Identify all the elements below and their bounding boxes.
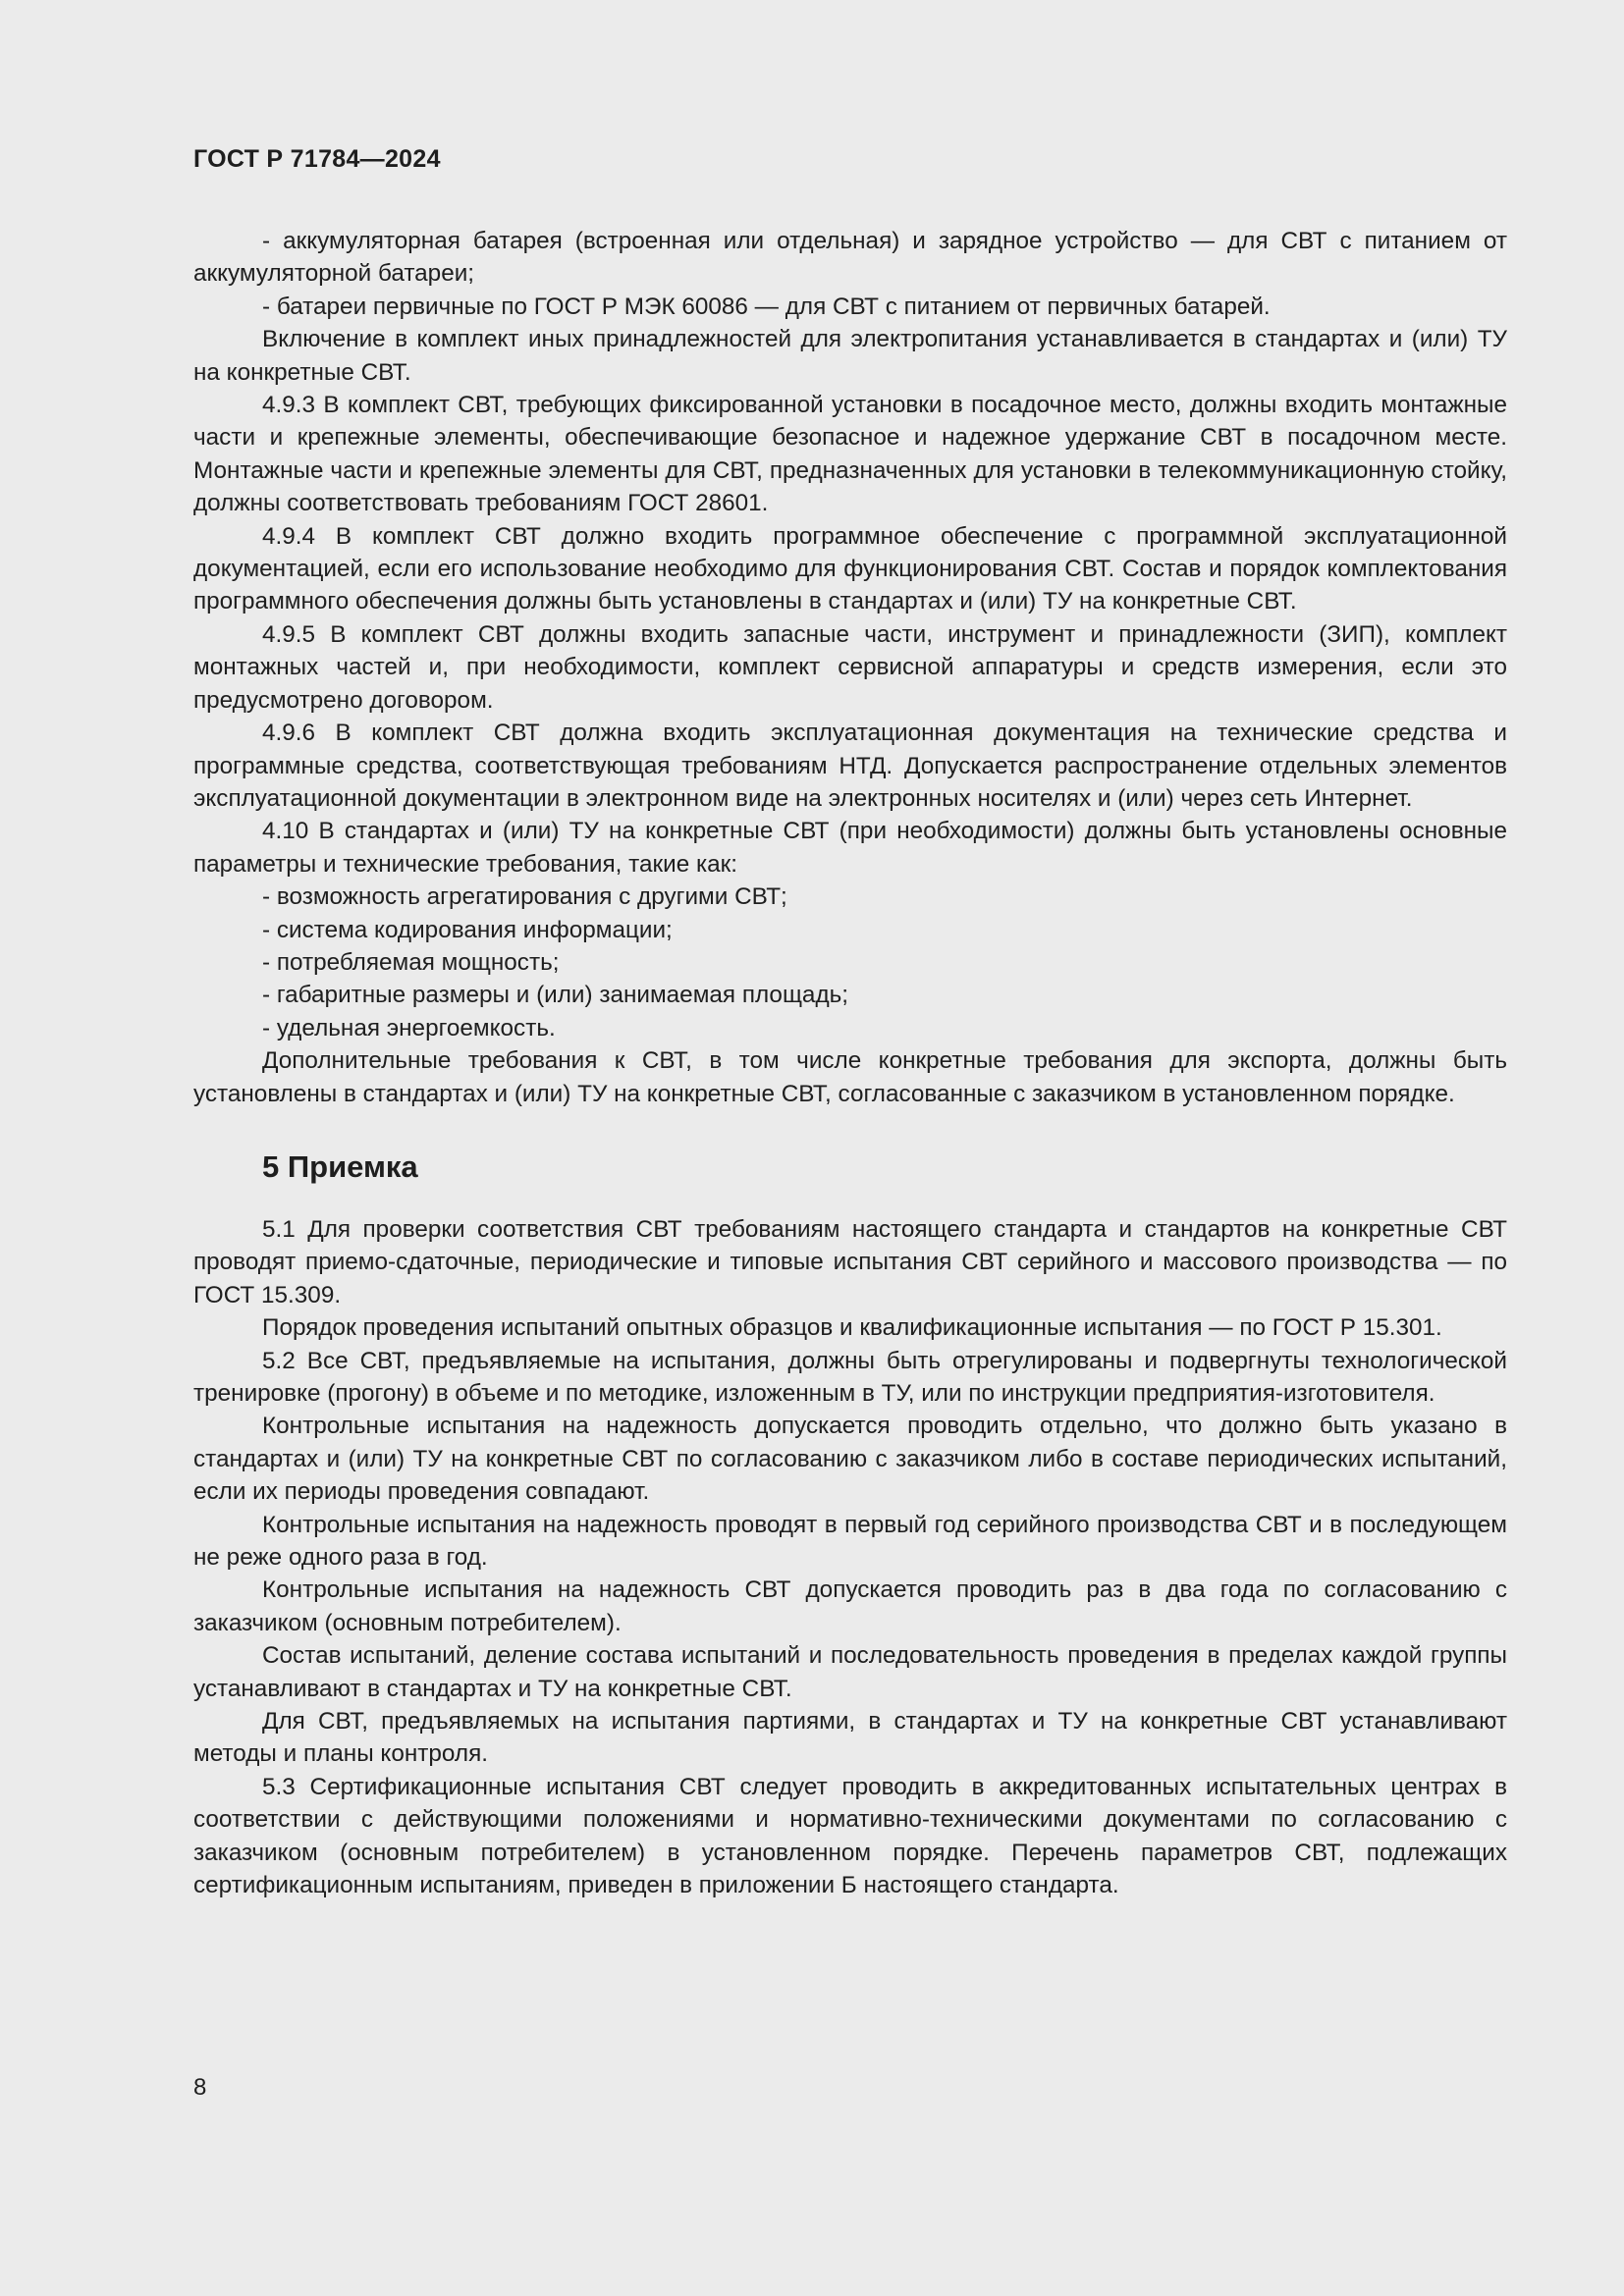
paragraph: 4.10 В стандартах и (или) ТУ на конкретные СВТ (при необходимости) должны быть установлены основные параметры и технические требования, такие как: [193, 818, 1507, 878]
paragraph: 5.1 Для проверки соответствия СВТ требованиям настоящего стандарта и стандартов на конкретные СВТ проводят приемо-сдаточные, периодические и типовые испытания СВТ серийного и массового производства — по ГОСТ 15.309. [193, 1215, 1507, 1308]
paragraph: Для СВТ, предъявляемых на испытания партиями, в стандартах и ТУ на конкретные СВТ устанавливают методы и планы контроля. [193, 1708, 1507, 1768]
paragraph: 4.9.3 В комплект СВТ, требующих фиксированной установки в посадочное место, должны входить монтажные части и крепежные элементы, обеспечивающие безопасное и надежное удержание СВТ в посадочном месте. Монтажные части и крепежные элементы для СВТ, предназначенных для установки в телекоммуникационную стойку, должны соответствовать требованиям ГОСТ 28601. [193, 392, 1507, 517]
paragraph: Порядок проведения испытаний опытных образцов и квалификационные испытания — по ГОСТ Р 15.301. [262, 1314, 1442, 1342]
list-item: - габаритные размеры и (или) занимаемая площадь; [262, 982, 849, 1009]
paragraph: Включение в комплект иных принадлежностей для электропитания устанавливается в стандартах и (или) ТУ на конкретные СВТ. [193, 326, 1507, 386]
document-header: ГОСТ Р 71784—2024 [193, 145, 441, 173]
section-heading: 5 Приемка [262, 1148, 418, 1184]
page-number: 8 [193, 2074, 207, 2101]
list-item: - потребляемая мощность; [262, 948, 560, 976]
list-item: - возможность агрегатирования с другими СВТ; [262, 883, 787, 911]
paragraph: Дополнительные требования к СВТ, в том числе конкретные требования для экспорта, должны быть установлены в стандартах и (или) ТУ на конкретные СВТ, согласованные с заказчиком в установленном порядке. [193, 1047, 1507, 1107]
list-item: - удельная энергоемкость. [262, 1014, 556, 1041]
paragraph: 4.9.5 В комплект СВТ должны входить запасные части, инструмент и принадлежности (ЗИП), комплект монтажных частей и, при необходимости, комплект сервисной аппаратуры и средств измерения, если это предусмотрено договором. [193, 620, 1507, 714]
paragraph: 4.9.4 В комплект СВТ должно входить программное обеспечение с программной эксплуатационной документацией, если его использование необходимо для функционирования СВТ. Состав и порядок комплектования программного обеспечения должны быть установлены в стандартах и (или) ТУ на конкретные СВТ. [193, 522, 1507, 615]
paragraph: Состав испытаний, деление состава испытаний и последовательность проведения в пределах каждой группы устанавливают в стандартах и ТУ на конкретные СВТ. [193, 1642, 1507, 1702]
paragraph: Контрольные испытания на надежность СВТ допускается проводить раз в два года по согласованию с заказчиком (основным потребителем). [193, 1576, 1507, 1636]
paragraph: - батареи первичные по ГОСТ Р МЭК 60086 — для СВТ с питанием от первичных батарей. [262, 293, 1271, 320]
paragraph: 4.9.6 В комплект СВТ должна входить эксплуатационная документация на технические средства и программные средства, соответствующая требованиям НТД. Допускается распространение отдельных элементов эксплуатационной документации в электронном виде на электронных носителях и (или) через сеть Интернет. [193, 720, 1507, 812]
paragraph: 5.3 Сертификационные испытания СВТ следует проводить в аккредитованных испытательных центрах в соответствии с действующими положениями и нормативно-техническими документами по согласованию с заказчиком (основным потребителем) в установленном порядке. Перечень параметров СВТ, подлежащих сертификационным испытаниям, приведен в приложении Б настоящего стандарта. [193, 1773, 1507, 1899]
paragraph: Контрольные испытания на надежность допускается проводить отдельно, что должно быть указано в стандартах и (или) ТУ на конкретные СВТ по согласованию с заказчиком либо в составе периодических испытаний, если их периоды проведения совпадают. [193, 1413, 1507, 1506]
paragraph: Контрольные испытания на надежность проводят в первый год серийного производства СВТ и в последующем не реже одного раза в год. [193, 1511, 1507, 1572]
list-item: - система кодирования информации; [262, 916, 673, 943]
document-body [193, 225, 1507, 1902]
paragraph: 5.2 Все СВТ, предъявляемые на испытания, должны быть отрегулированы и подвергнуты технологической тренировке (прогону) в объеме и по методике, изложенным в ТУ, или по инструкции предприятия-изготовителя. [193, 1347, 1507, 1407]
paragraph: - аккумуляторная батарея (встроенная или отдельная) и зарядное устройство — для СВТ с питанием от аккумуляторной батареи; [193, 228, 1507, 288]
